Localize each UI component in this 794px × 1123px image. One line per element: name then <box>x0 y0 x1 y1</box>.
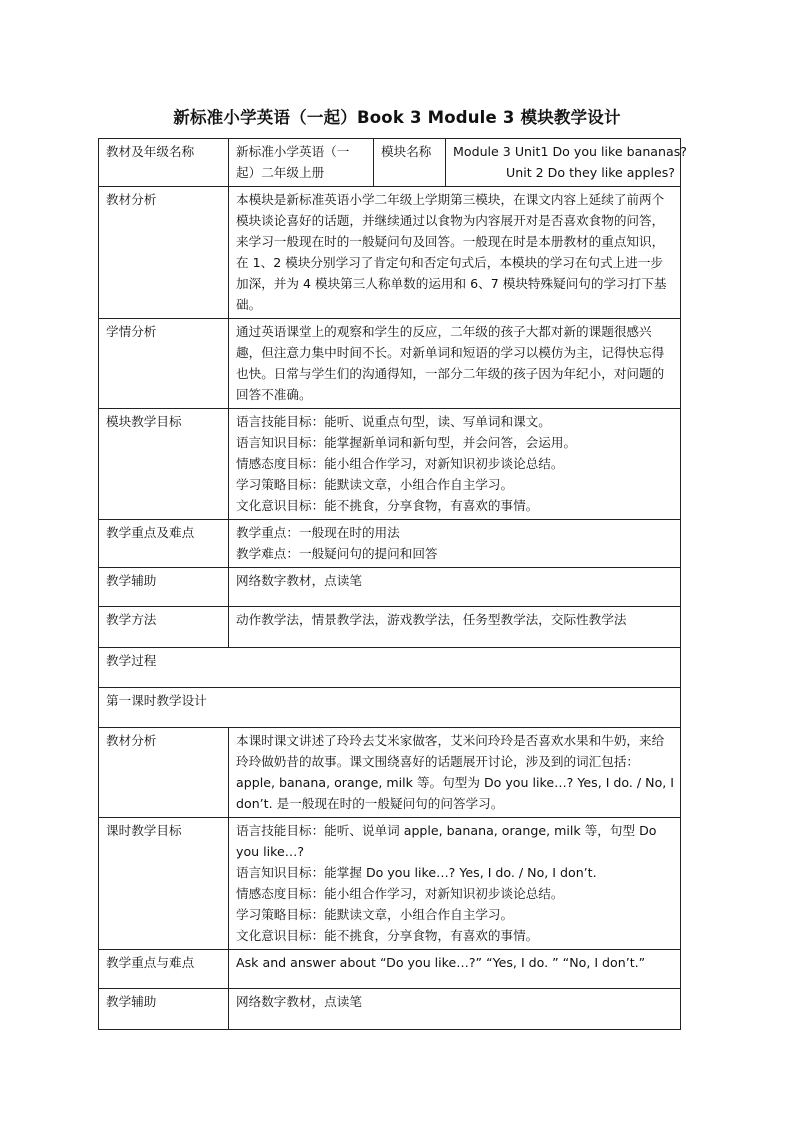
module-goal-item: 语言知识目标：能掌握新单词和新句型，并会问答，会运用。 <box>236 435 577 450</box>
table-row <box>99 187 681 319</box>
student-analysis-label: 学情分析 <box>99 319 229 409</box>
module-goals-label: 模块教学目标 <box>99 409 229 520</box>
key-points-list <box>229 520 681 568</box>
process-heading: 教学过程 <box>99 648 681 688</box>
student-analysis-text: 通过英语课堂上的观察和学生的反应，二年级的孩子大都对新的课题很感兴趣，但注意力集中时间不长。对新单词和短语的学习以模仿为主，记得快忘得也快。日常与学生们的沟通得知，一部分二年级的孩子因为年纪小，对问题的回答不准确。 <box>229 319 681 409</box>
lesson-material-text: 本课时课文讲述了玲玲去艾米家做客，艾米问玲玲是否喜欢水果和牛奶，来给玲玲做奶昔的故事。课文围绕喜好的话题展开讨论，涉及到的词汇包括：apple, banana, orange, milk 等。句型为 Do you like…? Yes, I do. / No, I don’t. 是一般现在时的一般疑问句的问答学习。 <box>229 728 681 818</box>
key-point-item: 教学难点：一般疑问句的提问和回答 <box>236 546 438 561</box>
document-title: 新标准小学英语（一起）Book 3 Module 3 模块教学设计 <box>173 108 621 127</box>
module-goal-item: 文化意识目标：能不挑食，分享食物，有喜欢的事情。 <box>236 498 539 513</box>
table-row <box>99 139 681 187</box>
table-row <box>99 409 681 520</box>
lesson-goal-item: 学习策略目标：能默读文章，小组合作自主学习。 <box>236 907 514 922</box>
table-row <box>99 648 681 688</box>
lesson-plan-table <box>98 138 687 1030</box>
material-analysis-label: 教材分析 <box>99 187 229 319</box>
table-row <box>99 319 681 409</box>
lesson-goals-label: 课时教学目标 <box>99 818 229 950</box>
lesson-goal-item: 情感态度目标：能小组合作学习，对新知识初步谈论总结。 <box>236 886 564 901</box>
module-label: 模块名称 <box>374 139 446 187</box>
lesson-aids-value: 网络数字教材，点读笔 <box>229 989 681 1030</box>
lesson-goal-item: 语言知识目标：能掌握 Do you like…? Yes, I do. / No, I don’t. <box>236 865 597 880</box>
textbook-value: 新标准小学英语（一起）二年级上册 <box>229 139 374 187</box>
table-row <box>99 950 681 989</box>
lesson-key-value: Ask and answer about “Do you like…?” “Yes, I do. ” “No, I don’t.” <box>229 950 681 989</box>
key-points-label: 教学重点及难点 <box>99 520 229 568</box>
module-line-1: Module 3 Unit1 Do you like bananas? <box>453 144 687 159</box>
lesson-goal-item: 语言技能目标：能听、说单词 apple, banana, orange, milk 等，句型 Do you like…? <box>236 823 657 859</box>
table-row <box>99 818 681 950</box>
lesson-key-label: 教学重点与难点 <box>99 950 229 989</box>
lesson-goals-list <box>229 818 681 950</box>
table-row <box>99 568 681 607</box>
module-goal-item: 情感态度目标：能小组合作学习，对新知识初步谈论总结。 <box>236 456 564 471</box>
lesson1-heading: 第一课时教学设计 <box>99 688 681 728</box>
methods-value: 动作教学法，情景教学法，游戏教学法，任务型教学法，交际性教学法 <box>229 607 681 648</box>
module-value <box>446 139 687 187</box>
module-line-2: Unit 2 Do they like apples? <box>506 165 675 180</box>
aids-value: 网络数字教材，点读笔 <box>229 568 681 607</box>
methods-label: 教学方法 <box>99 607 229 648</box>
table-row <box>99 520 681 568</box>
lesson-material-label: 教材分析 <box>99 728 229 818</box>
aids-label: 教学辅助 <box>99 568 229 607</box>
lesson-aids-label: 教学辅助 <box>99 989 229 1030</box>
module-goal-item: 语言技能目标：能听、说重点句型，读、写单词和课文。 <box>236 414 551 429</box>
material-analysis-text: 本模块是新标准英语小学二年级上学期第三模块，在课文内容上延续了前两个模块谈论喜好的话题，并继续通过以食物为内容展开对是否喜欢食物的问答，来学习一般现在时的一般疑问句及回答。一般现在时是本册教材的重点知识，在 1、2 模块分别学习了肯定句和否定句式后，本模块的学习在句式上进一步加深，并为 4 模块第三人称单数的运用和 6、7 模块特殊疑问句的学习打下基础。 <box>229 187 681 319</box>
table-row <box>99 728 681 818</box>
lesson-goal-item: 文化意识目标：能不挑食，分享食物，有喜欢的事情。 <box>236 928 539 943</box>
module-goals-list <box>229 409 681 520</box>
table-row <box>99 989 681 1030</box>
table-row <box>99 607 681 648</box>
module-goal-item: 学习策略目标：能默读文章，小组合作自主学习。 <box>236 477 514 492</box>
key-point-item: 教学重点：一般现在时的用法 <box>236 525 400 540</box>
table-row <box>99 688 681 728</box>
textbook-label: 教材及年级名称 <box>99 139 229 187</box>
